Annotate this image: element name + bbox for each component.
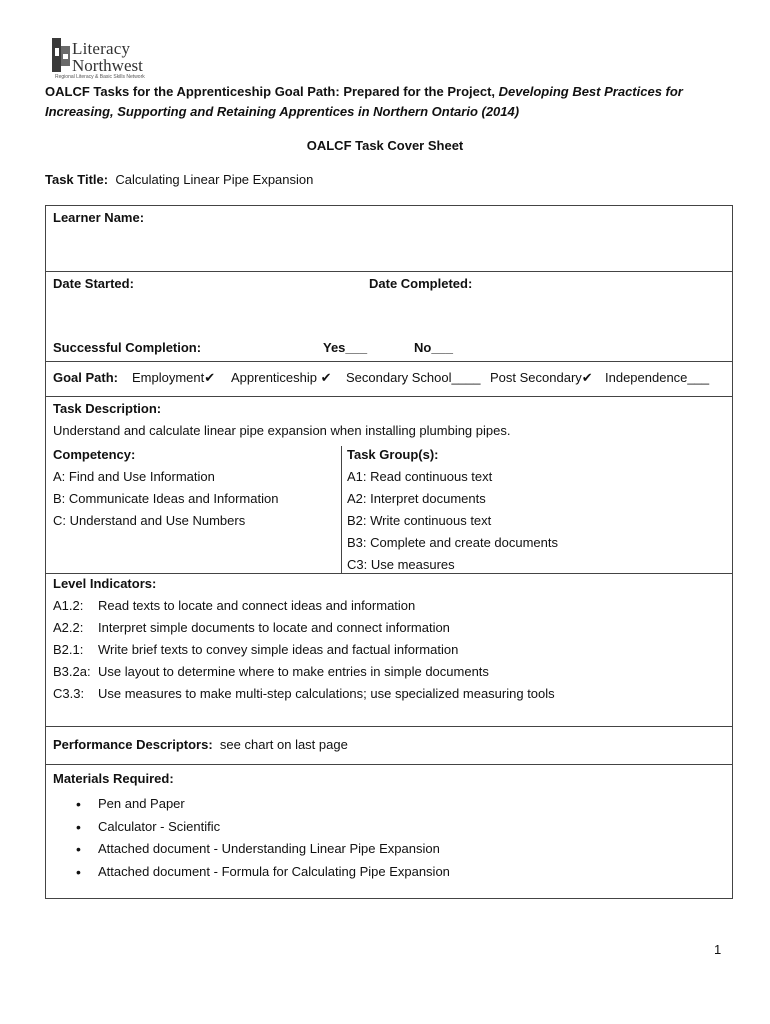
task-title-label: Task Title: xyxy=(45,172,109,187)
successful-yes: Yes___ xyxy=(323,340,368,355)
performance-descriptors-row xyxy=(46,727,732,765)
task-group-item: B2: Write continuous text xyxy=(347,513,492,528)
materials-list xyxy=(76,793,450,883)
logo-tagline: Regional Literacy & Basic Skills Network xyxy=(55,74,145,80)
goal-option-independence: Independence___ xyxy=(605,370,710,385)
competency-label: Competency: xyxy=(53,447,136,462)
learner-name-label: Learner Name: xyxy=(53,210,145,225)
header-title-plain: OALCF Tasks for the Apprenticeship Goal Path: Prepared for the Project, xyxy=(45,84,499,99)
competency-item: C: Understand and Use Numbers xyxy=(53,513,246,528)
column-divider xyxy=(341,446,342,573)
competency-list xyxy=(53,444,278,532)
level-indicator-item xyxy=(53,683,555,705)
page-number: 1 xyxy=(714,942,722,957)
logo-mark-icon xyxy=(50,36,72,76)
document-header xyxy=(45,82,735,122)
goal-option-employment: Employment✔ xyxy=(132,370,216,385)
logo-word-1: Literacy xyxy=(72,39,131,58)
performance-descriptors xyxy=(53,737,348,752)
successful-no: No___ xyxy=(414,340,454,355)
level-text: Write brief texts to convey simple ideas and factual information xyxy=(98,642,459,657)
goal-option-secondary-school: Secondary School____ xyxy=(346,370,481,385)
level-text: Use measures to make multi-step calculations; use specialized measuring tools xyxy=(98,686,555,701)
date-completed-label: Date Completed: xyxy=(369,276,473,291)
performance-text: see chart on last page xyxy=(219,737,348,752)
task-description-label: Task Description: xyxy=(53,401,162,416)
literacy-northwest-logo xyxy=(50,36,160,82)
level-text: Read texts to locate and connect ideas and information xyxy=(98,598,416,613)
materials-required-row xyxy=(46,765,732,900)
task-group-item: C3: Use measures xyxy=(347,557,455,572)
level-indicator-item xyxy=(53,639,555,661)
task-group-item: B3: Complete and create documents xyxy=(347,535,559,550)
materials-label: Materials Required: xyxy=(53,771,174,786)
materials-item: • Calculator - Scientific xyxy=(76,816,450,839)
learner-name-row xyxy=(46,206,732,272)
header-title-italic: Developing Best Practices for Increasing, Supporting and Retaining Apprentices in Northern Ontario (2014) xyxy=(45,84,683,119)
goal-path-label: Goal Path: xyxy=(53,370,119,385)
level-indicators-row xyxy=(46,574,732,727)
materials-item: • Attached document - Understanding Linear Pipe Expansion xyxy=(76,838,450,861)
level-indicators-label: Level Indicators: xyxy=(53,576,157,591)
level-code: C3.3: xyxy=(53,686,85,701)
task-group-item: A2: Interpret documents xyxy=(347,491,486,506)
level-code: A1.2: xyxy=(53,598,84,613)
level-indicator-item xyxy=(53,661,555,683)
goal-option-apprenticeship: Apprenticeship ✔ xyxy=(231,370,332,385)
performance-label: Performance Descriptors: xyxy=(53,737,213,752)
task-title xyxy=(45,172,313,187)
task-group-item: A1: Read continuous text xyxy=(347,469,493,484)
level-indicators-list xyxy=(53,573,555,705)
task-title-value: Calculating Linear Pipe Expansion xyxy=(115,172,314,187)
level-indicator-item xyxy=(53,617,555,639)
task-group-label: Task Group(s): xyxy=(347,447,439,462)
cover-sheet-form xyxy=(45,205,733,899)
materials-item: • Attached document - Formula for Calculating Pipe Expansion xyxy=(76,861,450,884)
level-indicator-item xyxy=(53,595,555,617)
competency-item: B: Communicate Ideas and Information xyxy=(53,491,279,506)
task-group-list xyxy=(347,444,558,576)
level-code: B2.1: xyxy=(53,642,84,657)
competency-taskgroup-row xyxy=(46,446,732,574)
date-started-label: Date Started: xyxy=(53,276,134,291)
sheet-title: OALCF Task Cover Sheet xyxy=(306,138,464,153)
materials-item: • Pen and Paper xyxy=(76,793,450,816)
level-code: A2.2: xyxy=(53,620,84,635)
level-code: B3.2a: xyxy=(53,664,91,679)
successful-completion-label: Successful Completion: xyxy=(53,340,202,355)
level-text: Use layout to determine where to make entries in simple documents xyxy=(98,664,489,679)
task-description-text: Understand and calculate linear pipe expansion when installing plumbing pipes. xyxy=(53,423,511,438)
competency-item: A: Find and Use Information xyxy=(53,469,215,484)
level-text: Interpret simple documents to locate and connect information xyxy=(98,620,450,635)
dates-row xyxy=(46,272,732,362)
goal-path-row xyxy=(46,362,732,397)
logo-word-2: Northwest xyxy=(72,56,143,75)
goal-option-post-secondary: Post Secondary✔ xyxy=(490,370,593,385)
